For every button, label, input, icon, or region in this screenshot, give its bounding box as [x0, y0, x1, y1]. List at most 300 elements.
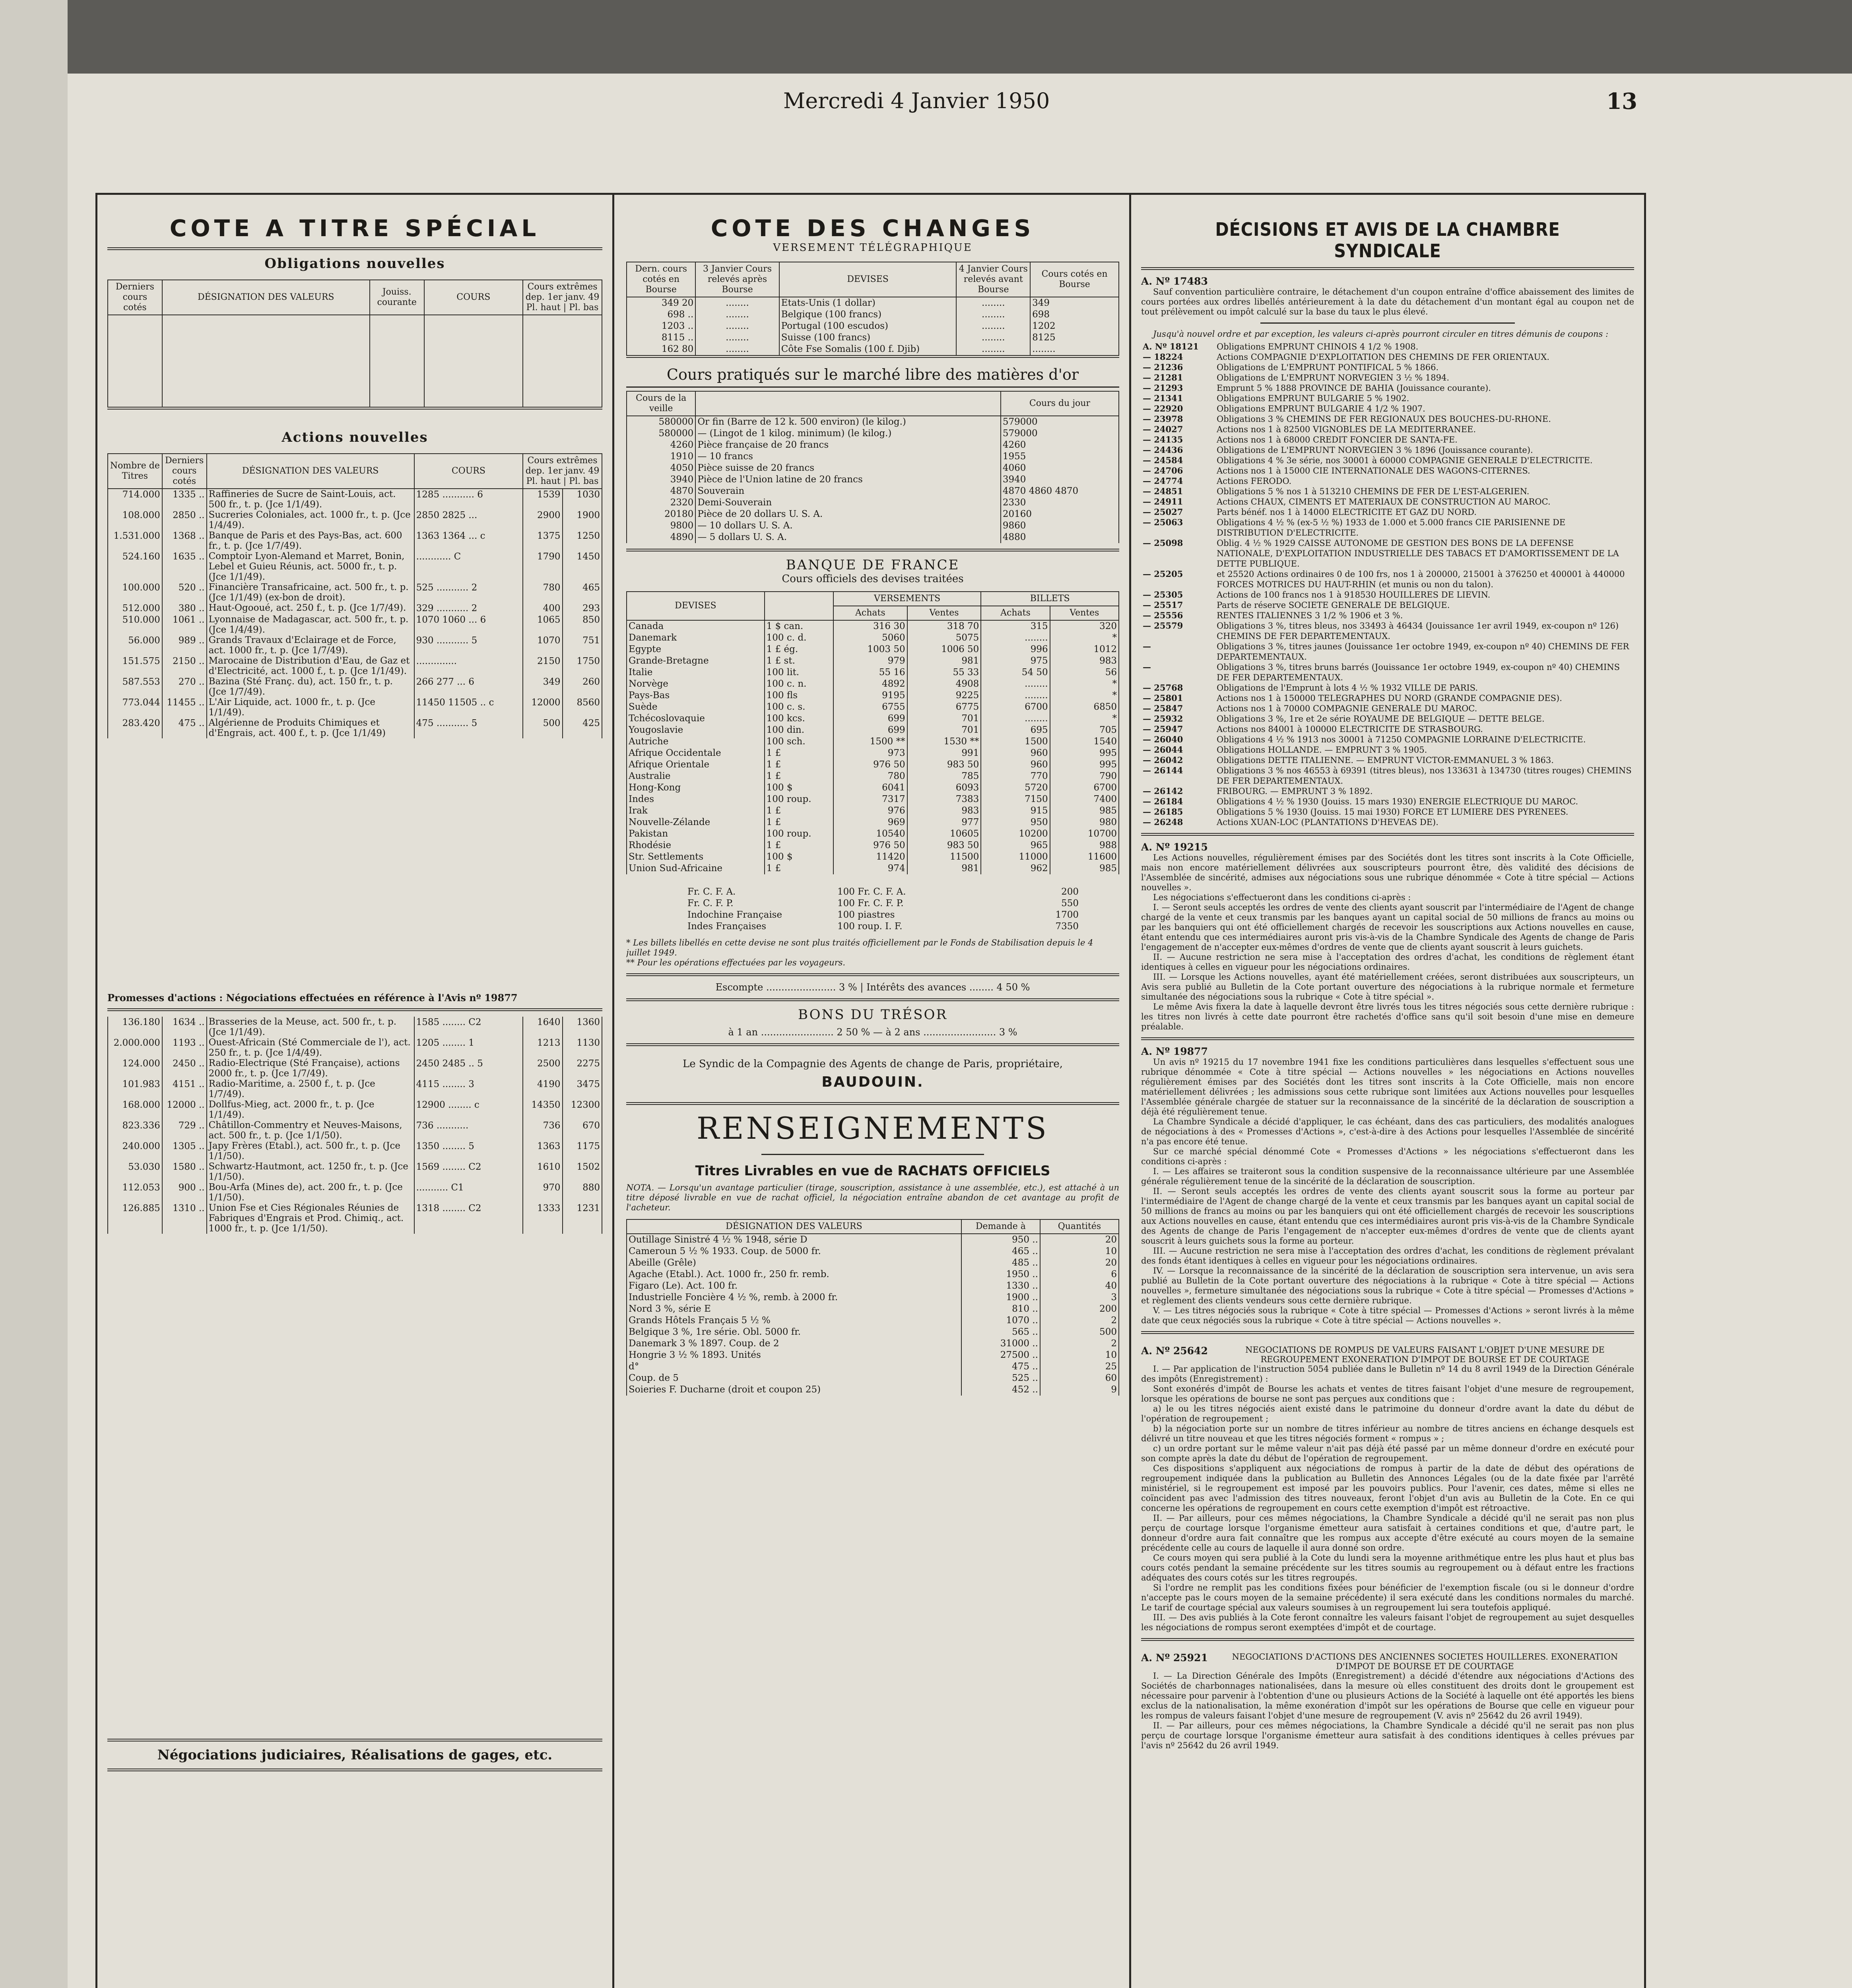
avis-19877-paragraph: Un avis nº 19215 du 17 novembre 1941 fixe les conditions particulières dans lesquelles s'effectuent sous une rubrique dénommée « Cote à titre spécial — Actions nouvelles » les négociations en Actions nouvelles régulièrement émises par des Sociétés dont les titres sont inscrits à la Cote Officielle, mais non encore matériellement délivrées ; les admissions sous cette rubrique sont limitées aux Actions nouvelles pour lesquelles l'Assemblée générale chargée de statuer sur la reconnaissance de la sincérité de la déclaration de souscription a déjà été régulièrement tenue. — [1141, 1057, 1634, 1116]
or-row-cell: 20160 — [1001, 509, 1119, 520]
avis-25642-paragraph: II. — Par ailleurs, pour ces mêmes négociations, la Chambre Syndicale a décidé qu'il ne serait pas non plus perçu de courtage lorsque l'organisme émetteur aura satisfait à certaines conditions et que, d'autre part, le donneur d'ordre aura fait connaître que les rompus aux accepte d'être exécuté au cours moyen de la semaine précédente celle au cours de laquelle il aura donné son ordre. — [1141, 1513, 1634, 1553]
actions-row-cell: 524.160 — [108, 551, 162, 582]
avis-17483-title: A. Nº 17483 — [1141, 276, 1208, 287]
bdf-row-cell: 985 — [1050, 863, 1119, 874]
promesses-row-cell: 823.336 — [108, 1120, 162, 1141]
bdf-row-cell: 780 — [833, 771, 907, 782]
rachats-row-cell: 31000 .. — [961, 1338, 1040, 1349]
change-row — [627, 344, 1119, 355]
cfa-row — [686, 909, 1080, 921]
bdf-row-cell: 6775 — [907, 701, 981, 713]
coupons-list-item-cell: — 21341 — [1143, 393, 1183, 403]
bdf-row-cell: 9225 — [907, 690, 981, 701]
cfa-row-cell: Fr. C. F. A. — [687, 887, 736, 897]
or-header-2: Cours du jour — [1001, 391, 1119, 416]
bdf-row-cell: 977 — [907, 817, 981, 828]
or-row-cell: 580000 — [627, 428, 695, 439]
banque-de-france-subtitle: Cours officiels des devises traitées — [782, 573, 964, 585]
judiciaires-title: Négociations judiciaires, Réalisations de gages, etc. — [157, 1747, 553, 1763]
bdf-note-2: ** Pour les opérations effectuées par les voyageurs. — [626, 958, 846, 967]
actions-row — [108, 718, 602, 738]
actions-row-cell: Algérienne de Produits Chimiques et d'Engrais, act. 400 f., t. p. (Jce 1/1/49) — [207, 718, 414, 738]
coupons-list-item — [1141, 342, 1634, 352]
coupons-list-item-cell: Obligations 5 % nos 1 à 513210 CHEMINS DE FER DE L'EST-ALGERIEN. — [1217, 487, 1530, 496]
bdf-row-cell: 6700 — [981, 701, 1050, 713]
actions-row-cell: .............. — [414, 656, 523, 676]
or-row — [627, 497, 1119, 509]
actions-row-cell: 773.044 — [108, 697, 162, 718]
actions-header-0: Nombre de Titres — [108, 454, 162, 489]
actions-row-cell: 1363 1364 ... c — [414, 530, 523, 551]
bdf-row-cell: Italie — [627, 667, 765, 678]
bdf-row — [627, 667, 1119, 678]
promesses-row-cell: 670 — [563, 1120, 602, 1141]
bdf-row-cell: 10605 — [907, 828, 981, 840]
bdf-row-cell: Australie — [627, 771, 765, 782]
change-header-4: Cours cotés en Bourse — [1030, 262, 1119, 297]
change-row-cell: Côte Fse Somalis (100 f. Djib) — [779, 344, 957, 355]
or-row-cell: Pièce de l'Union latine de 20 francs — [695, 474, 1001, 485]
actions-row-cell: 751 — [563, 635, 602, 656]
section-title-cote-des-changes: COTE DES CHANGES — [711, 215, 1035, 242]
bdf-row-cell: 960 — [981, 747, 1050, 759]
coupons-list-item-cell: — 21236 — [1143, 362, 1183, 372]
bdf-row-cell: 1003 50 — [833, 644, 907, 655]
coupons-list-item — [1141, 796, 1634, 807]
promesses-row-cell: 900 .. — [162, 1182, 207, 1203]
or-row-cell: 2330 — [1001, 497, 1119, 509]
bdf-row — [627, 759, 1119, 771]
coupons-list-item — [1141, 352, 1634, 362]
column-decisions-avis — [1141, 211, 1634, 1988]
bdf-row-cell: 950 — [981, 817, 1050, 828]
promesses-row-cell: 2450 .. — [162, 1058, 207, 1079]
rachats-row — [627, 1257, 1119, 1269]
promesses-row-cell: 4190 — [523, 1079, 562, 1099]
coupons-list-item-cell: — 18224 — [1143, 352, 1183, 362]
change-row-cell: 349 20 — [627, 297, 695, 309]
actions-row-cell: 2900 — [523, 510, 562, 530]
cfa-row-cell: Indochine Française — [687, 910, 782, 920]
rachats-row-cell: 525 .. — [961, 1373, 1040, 1384]
coupons-list-item-cell: — 26044 — [1143, 745, 1183, 755]
actions-row-cell: 2150 .. — [162, 656, 207, 676]
cfa-row-cell: Fr. C. F. P. — [687, 898, 734, 909]
rachats-table — [626, 1219, 1119, 1396]
coupons-list-item-cell: Actions COMPAGNIE D'EXPLOITATION DES CHEMINS DE FER ORIENTAUX. — [1217, 352, 1550, 362]
bdf-row-cell: Grande-Bretagne — [627, 655, 765, 667]
or-row — [627, 520, 1119, 532]
bdf-row-cell: 7400 — [1050, 794, 1119, 805]
bdf-row-cell: 1 £ — [765, 863, 833, 874]
rachats-row-cell: 810 .. — [961, 1303, 1040, 1315]
list-intro: Jusqu'à nouvel ordre et par exception, les valeurs ci-après pourront circuler en titres démunis de coupons : — [1153, 329, 1609, 339]
syndic-name: BAUDOUIN. — [821, 1074, 924, 1090]
coupons-list-item-cell: Obligations EMPRUNT CHINOIS 4 1/2 % 1908. — [1217, 342, 1419, 351]
bdf-header-blank — [765, 592, 833, 620]
promesses-row-cell: 240.000 — [108, 1141, 162, 1161]
bdf-row-cell: 1 £ — [765, 771, 833, 782]
actions-row-cell: 1750 — [563, 656, 602, 676]
coupons-list-item-cell: — 26185 — [1143, 807, 1183, 817]
bdf-row-cell: 1 £ — [765, 759, 833, 771]
promesses-row-cell: 14350 — [523, 1099, 562, 1120]
promesses-row-cell: 136.180 — [108, 1017, 162, 1037]
rachats-row — [627, 1361, 1119, 1373]
actions-row-cell: 380 .. — [162, 603, 207, 614]
bdf-row-cell: * — [1050, 678, 1119, 690]
oblig-header-4: Cours extrêmes dep. 1er janv. 49 Pl. haut | Pl. bas — [523, 280, 602, 315]
bdf-row-cell: Norvège — [627, 678, 765, 690]
actions-row — [108, 489, 602, 510]
bdf-row-cell: 960 — [981, 759, 1050, 771]
actions-row-cell: 1900 — [563, 510, 602, 530]
promesses-table — [107, 1017, 602, 1234]
rachats-row-cell: Agache (Etabl.). Act. 1000 fr., 250 fr. remb. — [627, 1269, 961, 1280]
avis-25921-paragraph: I. — La Direction Générale des Impôts (Enregistrement) a décidé d'étendre aux négociations d'Actions des Sociétés de charbonnages nationalisées, dans la mesure où elles constituent des droits dont le groupement est nécessaire pour parvenir à l'obtention d'une ou plusieurs Actions de la Société à laquelle ont été apportés les biens exclus de la nationalisation, la même exonération d'impôt sur les opérations de Bourse que celle en vigueur pour les rompus de valeurs faisant l'objet d'une mesure de regroupement (V. avis nº 25642 du 26 avril 1949). — [1141, 1671, 1634, 1720]
bdf-row-cell: Danemark — [627, 632, 765, 644]
or-row-cell: Pièce de 20 dollars U. S. A. — [695, 509, 1001, 520]
cfa-row — [686, 921, 1080, 932]
coupons-list-item-cell: Obligations de L'EMPRUNT PONTIFICAL 5 % 1866. — [1217, 363, 1439, 372]
bdf-row — [627, 794, 1119, 805]
column-divider-2 — [1129, 193, 1131, 1988]
avis-19215-paragraph: Le même Avis fixera la date à laquelle devront être livrés tous les titres négociés sous cette dernière rubrique : les titres non livrés à cette date pourront être rachetés d'office sans qu'il soit besoin d'une mise en demeure préalable. — [1141, 1002, 1634, 1031]
coupons-list-item — [1141, 693, 1634, 703]
avis-25642-paragraph: I. — Par application de l'instruction 5054 publiée dans le Bulletin nº 14 du 8 avril 1949 de la Direction Générale des impôts (Enregistrement) : — [1141, 1364, 1634, 1384]
bdf-row — [627, 713, 1119, 724]
actions-row-cell: 1368 .. — [162, 530, 207, 551]
bdf-row-cell: Irak — [627, 805, 765, 817]
actions-header-2: DÉSIGNATION DES VALEURS — [207, 454, 414, 489]
bdf-row-cell: 1012 — [1050, 644, 1119, 655]
page-date-header: Mercredi 4 Janvier 1950 — [783, 88, 1050, 113]
rachats-row-cell: 20 — [1040, 1257, 1119, 1269]
bdf-row-cell: Pays-Bas — [627, 690, 765, 701]
actions-row-cell: 1539 — [523, 489, 562, 510]
rachats-row — [627, 1280, 1119, 1292]
rachats-row-cell: Cameroun 5 ½ % 1933. Coup. de 5000 fr. — [627, 1246, 961, 1257]
column-cote-titre-special — [107, 211, 602, 1988]
actions-row-cell: 1030 — [563, 489, 602, 510]
oblig-nouvelles-title: Obligations nouvelles — [264, 256, 445, 272]
rachats-row-cell: 9 — [1040, 1384, 1119, 1396]
cfa-row-cell: 7350 — [1055, 921, 1079, 932]
cfa-row — [686, 886, 1080, 898]
bdf-row-cell: Afrique Occidentale — [627, 747, 765, 759]
cfa-row-cell: 100 piastres — [837, 910, 895, 920]
coupons-list-item-cell: — 25305 — [1143, 590, 1183, 600]
promesses-row-cell: 1175 — [563, 1141, 602, 1161]
or-row-cell: 1955 — [1001, 451, 1119, 462]
actions-row-cell: 780 — [523, 582, 562, 603]
actions-row-cell: 1250 — [563, 530, 602, 551]
bdf-row-cell: 100 c. n. — [765, 678, 833, 690]
coupons-list-item-cell: — — [1143, 662, 1151, 672]
coupons-list-item — [1141, 424, 1634, 435]
or-row-cell: — 10 francs — [695, 451, 1001, 462]
avis-25642-paragraph: III. — Des avis publiés à la Cote feront connaître les valeurs faisant l'objet de regroupement au sujet desquelles les négociations de rompus seront exemptées d'impôt et de courtage. — [1141, 1613, 1634, 1632]
actions-row-cell: 56.000 — [108, 635, 162, 656]
coupons-list-item — [1141, 538, 1634, 569]
rachats-header-2: Quantités — [1040, 1219, 1119, 1234]
coupons-list-item — [1141, 662, 1634, 683]
coupons-list-item-cell: — 25517 — [1143, 600, 1183, 610]
promesses-row-cell: 12900 ........ c — [414, 1099, 523, 1120]
coupons-list-item — [1141, 435, 1634, 445]
bdf-row-cell: 6093 — [907, 782, 981, 794]
bdf-row-cell: 1530 ** — [907, 736, 981, 747]
bdf-row-cell: Union Sud-Africaine — [627, 863, 765, 874]
rachats-row-cell: 60 — [1040, 1373, 1119, 1384]
actions-row — [108, 582, 602, 603]
bdf-row-cell: 100 c. s. — [765, 701, 833, 713]
actions-row-cell: 2850 2825 ... — [414, 510, 523, 530]
or-row-cell: 579000 — [1001, 428, 1119, 439]
avis-25642-paragraph: c) un ordre portant sur le même valeur n'ait pas déjà été passé par un même donneur d'ordre en exécuté pour son compte après la date du début de l'opération de regroupement. — [1141, 1444, 1634, 1463]
actions-nouvelles-title: Actions nouvelles — [281, 429, 428, 445]
avis-19215-paragraph: Les Actions nouvelles, régulièrement émises par des Sociétés dont les titres sont inscrits à la Cote Officielle, mais non encore matériellement délivrées aux souscripteurs pourront être, dès validité des décisions de l'Assemblée de sincérité, admises aux négociations sous une rubrique dénommée « Cote à titre spécial — Actions nouvelles ». — [1141, 853, 1634, 892]
bdf-row-cell: Tchécoslovaquie — [627, 713, 765, 724]
bdf-row-cell: 1500 — [981, 736, 1050, 747]
bdf-row-cell: 100 kcs. — [765, 713, 833, 724]
promesses-row-cell: 1610 — [523, 1161, 562, 1182]
or-row — [627, 416, 1119, 428]
coupons-list-item-cell: — 24774 — [1143, 476, 1183, 486]
or-row-cell: — 5 dollars U. S. A. — [695, 532, 1001, 543]
actions-row-cell: 512.000 — [108, 603, 162, 614]
rachats-row — [627, 1326, 1119, 1338]
bdf-header-billets: BILLETS — [981, 592, 1119, 606]
coupons-list-item-cell: RENTES ITALIENNES 3 1/2 % 1906 et 3 %. — [1217, 611, 1403, 620]
actions-row-cell: 465 — [563, 582, 602, 603]
or-row-cell: 2320 — [627, 497, 695, 509]
bdf-row-cell: 11500 — [907, 851, 981, 863]
coupons-list-item-cell: Obligations 4 % 3e série, nos 30001 à 60000 COMPAGNIE GENERALE D'ELECTRICITE. — [1217, 456, 1593, 465]
bdf-row-cell: 983 — [1050, 655, 1119, 667]
or-row-cell: 1910 — [627, 451, 695, 462]
rachats-row — [627, 1303, 1119, 1315]
bdf-note-1: * Les billets libellés en cette devise ne sont plus traités officiellement par le Fonds de Stabilisation depuis le 4 juillet 1949. — [626, 938, 1093, 957]
or-row-cell: 579000 — [1001, 416, 1119, 428]
bdf-row-cell: 983 50 — [907, 840, 981, 851]
promesses-row — [108, 1099, 602, 1120]
bdf-row-cell: 973 — [833, 747, 907, 759]
coupons-list-item-cell: — 25932 — [1143, 714, 1183, 724]
or-row-cell: Pièce française de 20 francs — [695, 439, 1001, 451]
rachats-row-cell: 565 .. — [961, 1326, 1040, 1338]
bdf-row-cell: 969 — [833, 817, 907, 828]
bdf-row-cell: 100 fls — [765, 690, 833, 701]
promesses-row-cell: 736 ........... — [414, 1120, 523, 1141]
bdf-row-cell: 701 — [907, 724, 981, 736]
coupons-list-item — [1141, 383, 1634, 393]
promesses-row-cell: 2275 — [563, 1058, 602, 1079]
bdf-row — [627, 840, 1119, 851]
change-row-cell: Suisse (100 francs) — [779, 332, 957, 344]
promesses-row-cell: 1205 ........ 1 — [414, 1037, 523, 1058]
rachats-row-cell: 10 — [1040, 1246, 1119, 1257]
actions-row-cell: 1070 1060 ... 6 — [414, 614, 523, 635]
avis-25642-head: NEGOCIATIONS DE ROMPUS DE VALEURS FAISANT L'OBJET D'UNE MESURE DE REGROUPEMENT EXONERATION D'IMPOT DE BOURSE ET DE COURTAGE — [1245, 1345, 1605, 1364]
promesses-row-cell: 4115 ........ 3 — [414, 1079, 523, 1099]
change-header-1: 3 Janvier Cours relevés après Bourse — [695, 262, 779, 297]
bdf-header-ventes: Ventes — [907, 606, 981, 620]
marche-or-title: Cours pratiqués sur le marché libre des matières d'or — [666, 366, 1079, 383]
actions-row-cell: 1061 .. — [162, 614, 207, 635]
coupons-list-item — [1141, 786, 1634, 796]
rachats-row-cell: 1950 .. — [961, 1269, 1040, 1280]
bdf-row-cell: ........ — [981, 713, 1050, 724]
bdf-row-cell: 6700 — [1050, 782, 1119, 794]
bdf-row-cell: 5720 — [981, 782, 1050, 794]
coupons-list-item — [1141, 455, 1634, 466]
oblig-header-1: DÉSIGNATION DES VALEURS — [162, 280, 370, 315]
bdf-row-cell: Afrique Orientale — [627, 759, 765, 771]
bdf-row-cell: 981 — [907, 655, 981, 667]
coupons-list — [1141, 342, 1634, 827]
or-row-cell: 4050 — [627, 462, 695, 474]
bdf-row-cell: Pakistan — [627, 828, 765, 840]
actions-row-cell: 989 .. — [162, 635, 207, 656]
rachats-nota: NOTA. — Lorsqu'un avantage particulier (tirage, souscription, assistance à une assemblée, etc.), est attaché à un titre déposé livrable en vue de rachat officiel, la négociation entraîne abandon de cet avantage au profit de l'acheteur. — [626, 1183, 1119, 1212]
rachats-row-cell: 1070 .. — [961, 1315, 1040, 1326]
avis-19215-title: A. Nº 19215 — [1141, 841, 1208, 853]
rachats-row — [627, 1246, 1119, 1257]
rachats-row-cell: 452 .. — [961, 1384, 1040, 1396]
column-cote-des-changes — [626, 211, 1119, 1988]
actions-row-cell: Marocaine de Distribution d'Eau, de Gaz et d'Electricité, act. 1000 f., t. p. (Jce 1/1/49). — [207, 656, 414, 676]
actions-row-cell: 2850 .. — [162, 510, 207, 530]
bdf-row-cell: * — [1050, 690, 1119, 701]
bdf-row-cell: 976 50 — [833, 840, 907, 851]
avis-25921-head: NEGOCIATIONS D'ACTIONS DES ANCIENNES SOCIETES HOUILLERES. EXONERATION D'IMPOT DE BOURSE ET DE COURTAGE — [1232, 1652, 1618, 1671]
coupons-list-item — [1141, 703, 1634, 714]
change-row — [627, 297, 1119, 309]
syndic-line: Le Syndic de la Compagnie des Agents de change de Paris, propriétaire, — [683, 1058, 1063, 1070]
bdf-row-cell: 995 — [1050, 759, 1119, 771]
coupons-list-item-cell: — 25947 — [1143, 724, 1183, 734]
or-row-cell: 9800 — [627, 520, 695, 532]
actions-row-cell: 520 .. — [162, 582, 207, 603]
coupons-list-item-cell: — 25579 — [1143, 621, 1183, 631]
actions-row-cell: 1450 — [563, 551, 602, 582]
actions-row-cell: Grands Travaux d'Eclairage et de Force, act. 1000 fr., t. p. (Jce 1/7/49). — [207, 635, 414, 656]
rachats-row-cell: Abeille (Grêle) — [627, 1257, 961, 1269]
or-row-cell: Souverain — [695, 485, 1001, 497]
rachats-row-cell: 475 .. — [961, 1361, 1040, 1373]
actions-row-cell: Haut-Ogooué, act. 250 f., t. p. (Jce 1/7/49). — [207, 603, 414, 614]
bdf-row-cell: 7150 — [981, 794, 1050, 805]
coupons-list-item-cell: — 21281 — [1143, 373, 1183, 382]
oblig-header-3: COURS — [424, 280, 523, 315]
bdf-row-cell: 1500 ** — [833, 736, 907, 747]
actions-row-cell: 8560 — [563, 697, 602, 718]
adjacent-page-edge — [0, 0, 68, 1988]
rachats-row — [627, 1315, 1119, 1326]
promesses-row-cell: 880 — [563, 1182, 602, 1203]
promesses-row-cell: 1502 — [563, 1161, 602, 1182]
coupons-list-item-cell: Actions CHAUX, CIMENTS ET MATERIAUX DE CONSTRUCTION AU MAROC. — [1217, 497, 1551, 507]
change-row-cell: 1202 — [1030, 320, 1119, 332]
coupons-list-item — [1141, 745, 1634, 755]
bdf-row-cell: 785 — [907, 771, 981, 782]
promesses-row-cell: 1569 ........ C2 — [414, 1161, 523, 1182]
promesses-row-cell: 2500 — [523, 1058, 562, 1079]
actions-row-cell: 260 — [563, 676, 602, 697]
avis-17483-text: Sauf convention particulière contraire, le détachement d'un coupon entraîne d'office abaissement des limites de cours portées aux ordres libellés antérieurement à la date du détachement d'un montant égal au coupon net de tout prélèvement ou impôt calculé sur la base du taux le plus élevé. — [1141, 287, 1634, 316]
bdf-header-achats: Achats — [833, 606, 907, 620]
coupons-list-item — [1141, 466, 1634, 476]
avis-19877-paragraph: II. — Seront seuls acceptés les ordres de vente des clients ayant souscrit sous la forme au porteur par l'intermédiaire de l'Agent de change chargé de la vente et ceux transmis par les banques ayant un capital social de 50 millions de francs au moins ou par les banquiers qui ont été officiellement chargés de recevoir les souscriptions aux Actions nouvelles en cause, étant entendu que ces intermédiaires auront pris vis-à-vis de la Chambre Syndicale des Agents de change de Paris l'engagement de n'accepter eux-mêmes d'ordres de vente que de clients ayant souscrit à leurs guichets sous la forme au porteur. — [1141, 1186, 1634, 1246]
cfa-row — [686, 898, 1080, 909]
cfa-row-cell: 200 — [1061, 887, 1079, 897]
change-table — [626, 262, 1119, 355]
coupons-list-item-cell: — 25205 — [1143, 569, 1183, 579]
bdf-row — [627, 644, 1119, 655]
promesses-row-cell: Union Fse et Cies Régionales Réunies de Fabriques d'Engrais et Prod. Chimiq., act. 1000 fr., t. p. (Jce 1/1/50). — [207, 1203, 414, 1234]
coupons-list-item-cell: — 23978 — [1143, 414, 1183, 424]
promesses-row — [108, 1058, 602, 1079]
actions-row-cell: 270 .. — [162, 676, 207, 697]
coupons-list-item — [1141, 393, 1634, 404]
coupons-list-item-cell: Actions nos 1 à 70000 COMPAGNIE GENERALE DU MAROC. — [1217, 704, 1477, 713]
rachats-row-cell: Coup. de 5 — [627, 1373, 961, 1384]
coupons-list-item — [1141, 600, 1634, 610]
coupons-list-item-cell: — 26042 — [1143, 755, 1183, 765]
coupons-list-item-cell: — 24706 — [1143, 466, 1183, 476]
promesses-row-cell: 168.000 — [108, 1099, 162, 1120]
or-row — [627, 451, 1119, 462]
rachats-row — [627, 1269, 1119, 1280]
or-row — [627, 532, 1119, 543]
rachats-row-cell: Outillage Sinistré 4 ½ % 1948, série D — [627, 1234, 961, 1246]
bdf-row-cell: 55 33 — [907, 667, 981, 678]
bdf-row-cell: 56 — [1050, 667, 1119, 678]
coupons-list-item-cell: Obligations 3 %, 1re et 2e série ROYAUME DE BELGIQUE — DETTE BELGE. — [1217, 714, 1545, 724]
bdf-row-cell: Egypte — [627, 644, 765, 655]
bdf-row-cell: 318 70 — [907, 620, 981, 632]
banque-de-france-title: BANQUE DE FRANCE — [786, 557, 960, 573]
banque-de-france-table — [626, 591, 1119, 874]
promesses-row-cell: Schwartz-Hautmont, act. 1250 fr., t. p. (Jce 1/1/50). — [207, 1161, 414, 1182]
rachats-row-cell: d° — [627, 1361, 961, 1373]
promesses-row — [108, 1037, 602, 1058]
coupons-list-item-cell: Actions nos 1 à 150000 TELEGRAPHES DU NORD (GRANDE COMPAGNIE DES). — [1217, 693, 1562, 703]
coupons-list-item-cell: FRIBOURG. — EMPRUNT 3 % 1892. — [1217, 786, 1373, 796]
promesses-row-cell: 1634 .. — [162, 1017, 207, 1037]
bdf-row-cell: 10200 — [981, 828, 1050, 840]
bdf-row — [627, 782, 1119, 794]
coupons-list-item-cell: — 24135 — [1143, 435, 1183, 445]
coupons-list-item-cell: — 24436 — [1143, 445, 1183, 455]
coupons-list-item-cell: et 25520 Actions ordinaires 0 de 100 frs, nos 1 à 200000, 215001 à 376250 et 400001 à 440000 FORCES MOTRICES DU HAUT-RHIN (et munis ou non du talon). — [1217, 569, 1625, 589]
coupons-list-item-cell: — 26040 — [1143, 734, 1183, 744]
coupons-list-item — [1141, 476, 1634, 486]
actions-row-cell: 525 ........... 2 — [414, 582, 523, 603]
avis-19215-paragraph: III. — Lorsque les Actions nouvelles, ayant été matériellement créées, seront distribuées aux souscripteurs, un Avis sera publié au Bulletin de la Cote portant ouverture des négociations à la rubrique normale et fermeture simultanée des négociations sous la rubrique « Cote à titre spécial ». — [1141, 972, 1634, 1002]
coupons-list-item — [1141, 569, 1634, 590]
actions-header-1: Derniers cours cotés — [162, 454, 207, 489]
promesses-row-cell: 12000 .. — [162, 1099, 207, 1120]
rachats-row-cell: Nord 3 %, série E — [627, 1303, 961, 1315]
avis-19877-paragraph: Sur ce marché spécial dénommé Cote « Promesses d'Actions » les négociations s'effectueront dans les conditions ci-après : — [1141, 1147, 1634, 1166]
coupons-list-item — [1141, 497, 1634, 507]
actions-row-cell: 1285 ........... 6 — [414, 489, 523, 510]
coupons-list-item — [1141, 404, 1634, 414]
bdf-row — [627, 701, 1119, 713]
actions-row-cell: Raffineries de Sucre de Saint-Louis, act. 500 fr., t. p. (Jce 1/1/49). — [207, 489, 414, 510]
